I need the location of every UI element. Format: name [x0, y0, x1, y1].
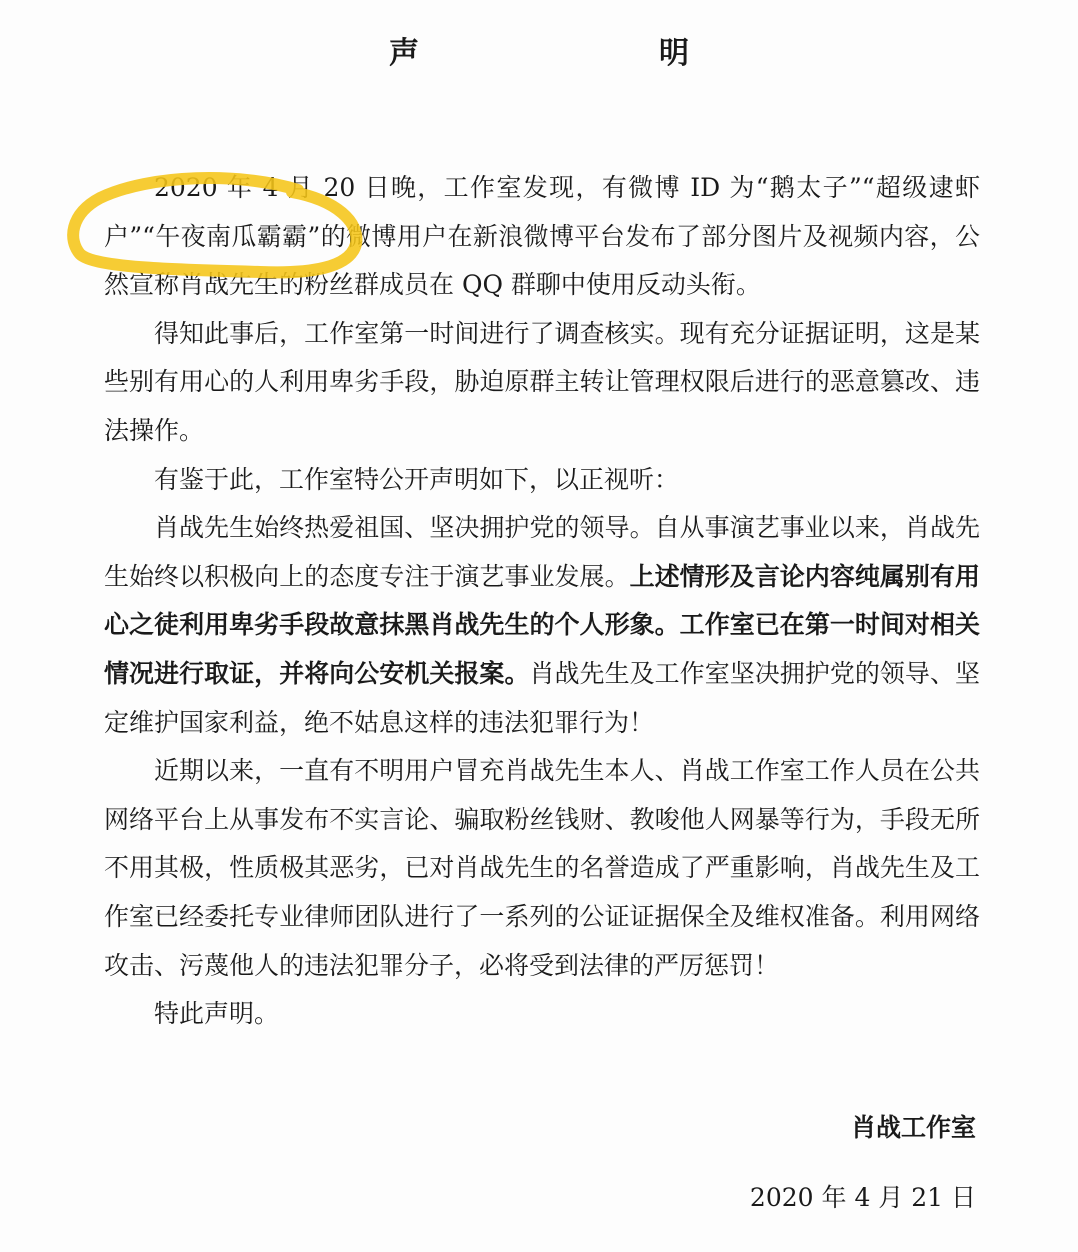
paragraph-4	[104, 504, 980, 747]
paragraph-6: 特此声明。	[154, 999, 280, 1029]
paragraph-4-text-b: 肖战先生及工作室坚决拥护党的领导、坚定维护国家利益，绝不姑息这样的违法犯罪行为！	[104, 658, 980, 737]
paragraph-5: 近期以来，一直有不明用户冒充肖战先生本人、肖战工作室工作人员在公共网络平台上从事发布不实言论、骗取粉丝钱财、教唆他人网暴等行为，手段无所不用其极，性质极其恶劣，已对肖战先生的名誉造成了严重影响，肖战先生及工作室已经委托专业律师团队进行了一系列的公证证据保全及维权准备。利用网络攻击、污蔑他人的违法犯罪分子，必将受到法律的严厉惩罚！	[104, 756, 980, 980]
document-title: 声 明	[389, 36, 749, 71]
document-body	[104, 164, 980, 1039]
paragraph-2: 得知此事后，工作室第一时间进行了调查核实。现有充分证据证明，这是某些别有用心的人利用卑劣手段，胁迫原群主转让管理权限后进行的恶意篡改、违法操作。	[104, 318, 980, 445]
paragraph-3: 有鉴于此，工作室特公开声明如下，以正视听：	[154, 464, 680, 494]
paragraph-1: 2020 年 4 月 20 日晚，工作室发现，有微博 ID 为“鹅太子”“超级逮虾户”“午夜南瓜霸霸”的微博用户在新浪微博平台发布了部分图片及视频内容，公然宣称肖战先生的粉丝群成员在 QQ 群聊中使用反动头衔。	[104, 173, 980, 300]
paragraph-4-text-a: 肖战先生始终热爱祖国、坚决拥护党的领导。自从事演艺事业以来，肖战先生始终以积极向上的态度专注于演艺事业发展。	[104, 513, 980, 591]
signature: 肖战工作室	[850, 1113, 976, 1142]
paragraph-4-bold-text: 上述情形及言论内容纯属别有用心之徒利用卑劣手段故意抹黑肖战先生的个人形象。工作室已在第一时间对相关情况进行取证，并将向公安机关报案。	[104, 561, 980, 688]
date: 2020 年 4 月 21 日	[749, 1183, 976, 1212]
